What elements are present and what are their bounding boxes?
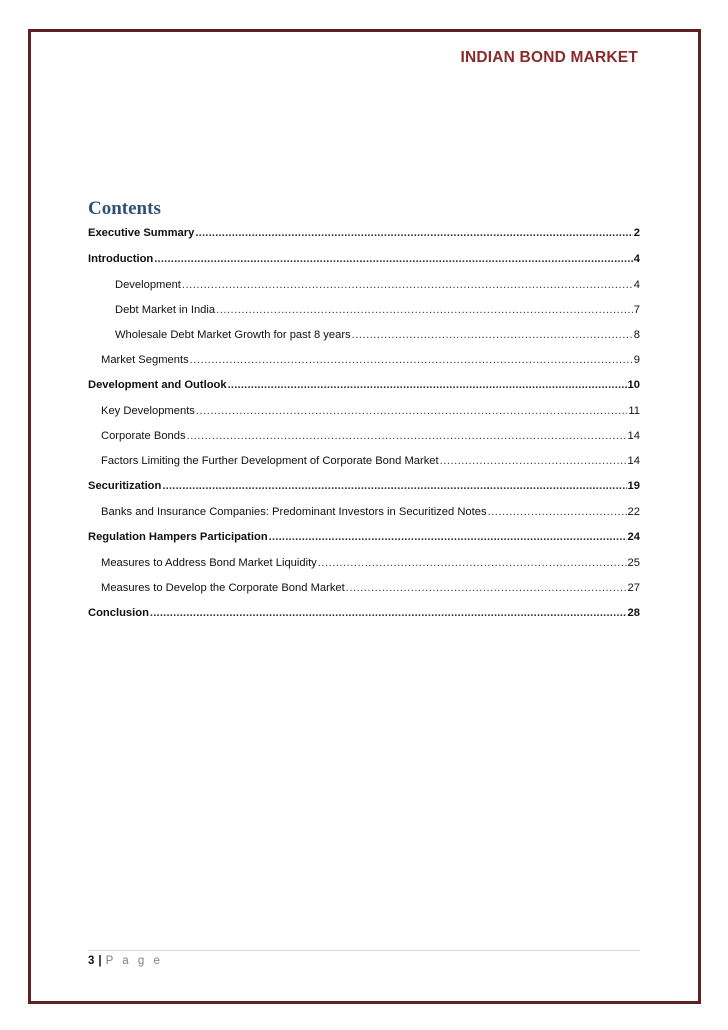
toc-leader-dots [440, 455, 627, 467]
toc-entry-page: 28 [627, 607, 640, 619]
toc-entry-label: Development and Outlook [88, 379, 227, 391]
toc-entry-page: 2 [633, 227, 640, 239]
toc-entry[interactable] [88, 476, 640, 492]
footer-page-word: P a g e [105, 955, 163, 967]
toc-entry[interactable] [101, 578, 640, 594]
toc-entry-label: Debt Market in India [115, 304, 216, 316]
toc-leader-dots [195, 227, 632, 239]
page-footer [88, 955, 163, 967]
toc-leader-dots [154, 253, 633, 265]
toc-leader-dots [196, 405, 627, 417]
toc-entry-page: 24 [627, 531, 640, 543]
toc-entry[interactable] [115, 300, 640, 316]
toc-leader-dots [488, 506, 627, 518]
header-title: INDIAN BOND MARKET [460, 49, 638, 66]
toc-entry[interactable] [101, 451, 640, 467]
toc-leader-dots [150, 607, 627, 619]
toc-entry-page: 4 [633, 253, 640, 265]
toc-entry-label: Wholesale Debt Market Growth for past 8 years [115, 329, 351, 341]
toc-entry-label: Banks and Insurance Companies: Predominant Investors in Securitized Notes [101, 506, 487, 518]
toc-entry[interactable] [88, 249, 640, 265]
footer-rule [88, 950, 640, 951]
toc-leader-dots [162, 480, 626, 492]
toc-leader-dots [269, 531, 627, 543]
toc-entry[interactable] [88, 527, 640, 543]
toc-entry[interactable] [101, 426, 640, 442]
toc-entry-label: Corporate Bonds [101, 430, 186, 442]
toc-entry-page: 22 [627, 506, 640, 518]
toc-entry-page: 11 [628, 405, 640, 417]
toc-entry[interactable] [101, 502, 640, 518]
toc-entry-label: Factors Limiting the Further Development of Corporate Bond Market [101, 455, 439, 467]
toc-entry[interactable] [115, 275, 640, 291]
toc-leader-dots [187, 430, 627, 442]
toc-leader-dots [228, 379, 627, 391]
toc-entry[interactable] [88, 223, 640, 239]
toc-entry-label: Conclusion [88, 607, 149, 619]
toc-entry-page: 4 [633, 279, 640, 291]
toc-entry-page: 9 [633, 354, 640, 366]
toc-entry-page: 7 [633, 304, 640, 316]
toc-entry-page: 10 [627, 379, 640, 391]
toc-entry-label: Securitization [88, 480, 162, 492]
toc-entry-page: 8 [633, 329, 640, 341]
toc-leader-dots [346, 582, 627, 594]
toc-leader-dots [318, 557, 627, 569]
toc-entry-label: Measures to Address Bond Market Liquidity [101, 557, 317, 569]
toc-entry-label: Market Segments [101, 354, 189, 366]
toc-entry[interactable] [88, 375, 640, 391]
toc-entry-page: 19 [627, 480, 640, 492]
toc-entry-label: Development [115, 279, 181, 291]
contents-heading: Contents [88, 198, 161, 219]
footer-page-number: 3 [88, 955, 95, 967]
toc-entry[interactable] [115, 325, 640, 341]
toc-entry-label: Regulation Hampers Participation [88, 531, 268, 543]
toc-leader-dots [182, 279, 633, 291]
toc-leader-dots [216, 304, 633, 316]
toc-entry[interactable] [101, 401, 640, 417]
toc-entry-label: Measures to Develop the Corporate Bond Market [101, 582, 345, 594]
toc-leader-dots [352, 329, 633, 341]
toc-entry[interactable] [101, 553, 640, 569]
toc-entry-label: Introduction [88, 253, 154, 265]
toc-entry[interactable] [88, 603, 640, 619]
toc-entry[interactable] [101, 350, 640, 366]
toc-entry-label: Executive Summary [88, 227, 195, 239]
toc-entry-label: Key Developments [101, 405, 195, 417]
toc-entry-page: 27 [627, 582, 640, 594]
footer-separator: | [98, 955, 102, 967]
toc-entry-page: 14 [627, 430, 640, 442]
toc-entry-page: 25 [627, 557, 640, 569]
toc-leader-dots [190, 354, 633, 366]
toc-entry-page: 14 [627, 455, 640, 467]
